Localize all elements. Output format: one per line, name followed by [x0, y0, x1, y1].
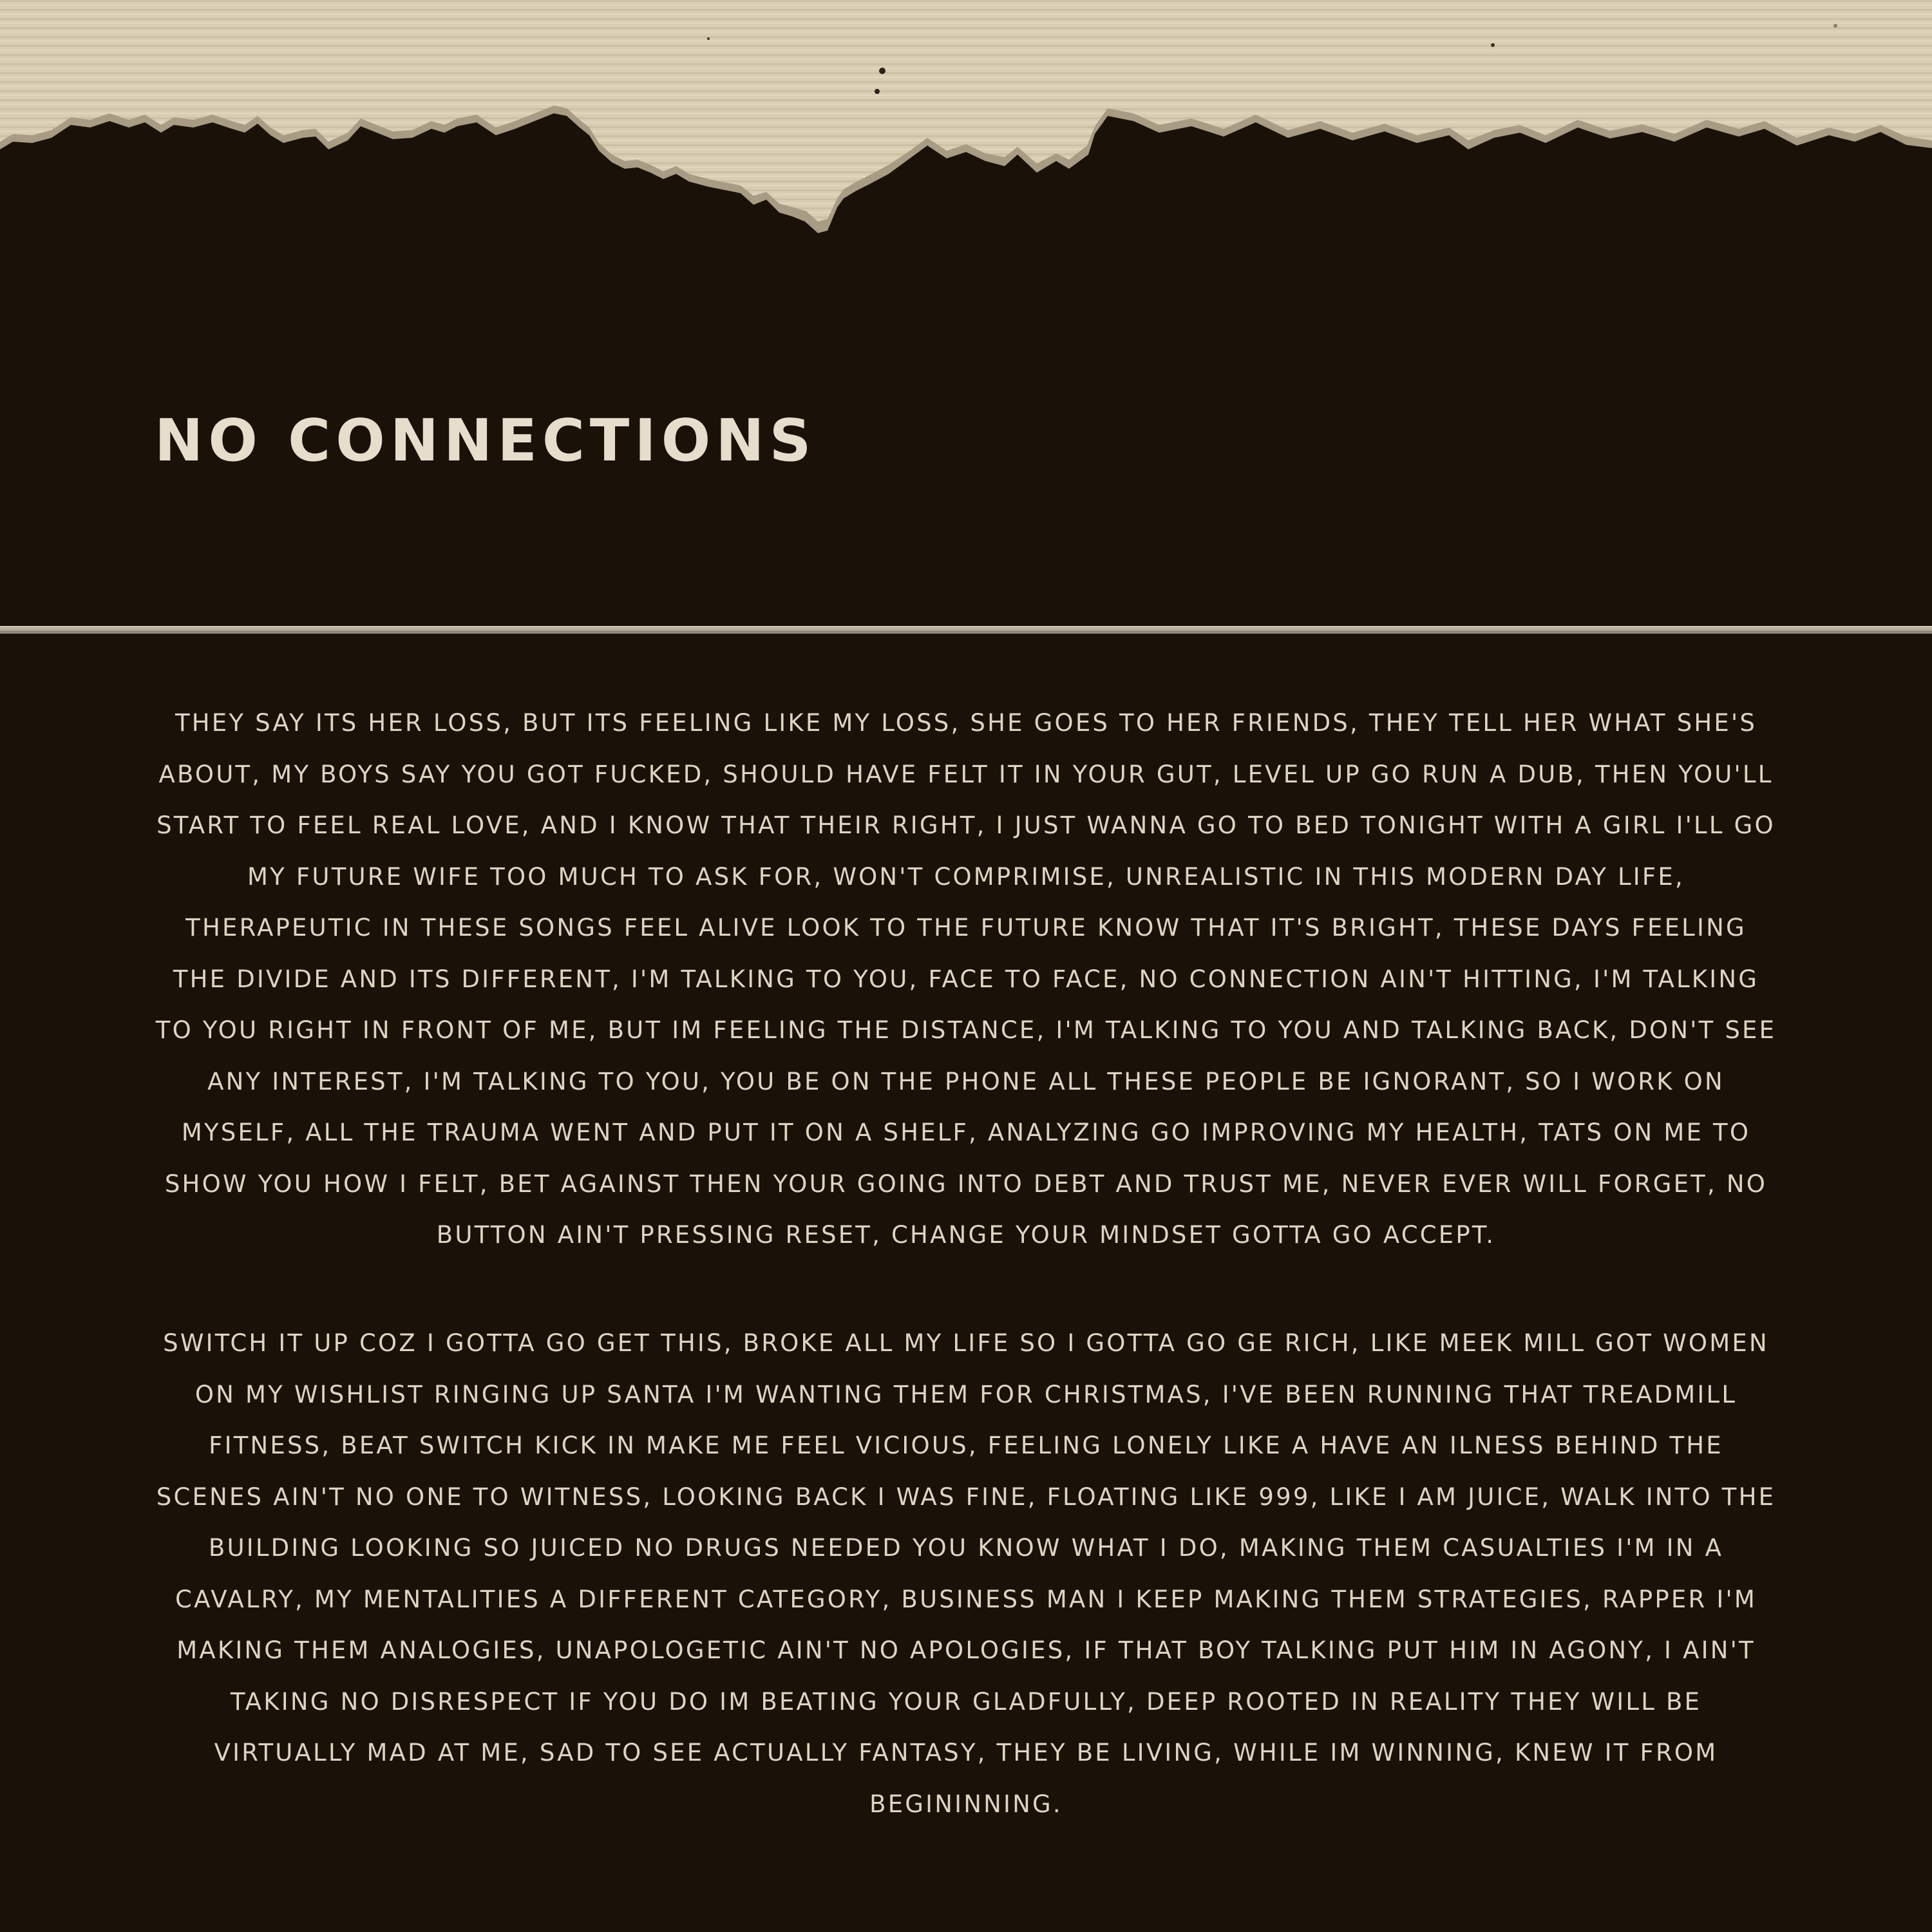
lyrics-verse-1: THEY SAY ITS HER LOSS, BUT ITS FEELING LIKE MY LOSS, SHE GOES TO HER FRIENDS, THEY TELL HER WHAT SHE'S ABOUT, MY BOYS SAY YOU GOT FUCKED, SHOULD HAVE FELT IT IN YOUR GUT, LEVEL UP GO RUN A DUB, THEN YOU'LL START TO FEEL REAL LOVE, AND I KNOW THAT THEIR RIGHT, I JUST WANNA GO TO BED TONIGHT WITH A GIRL I'LL GO MY FUTURE WIFE TOO MUCH TO ASK FOR, WON'T COMPRIMISE, UNREALISTIC IN THIS MODERN DAY LIFE, THERAPEUTIC IN THESE SONGS FEEL ALIVE LOOK TO THE FUTURE KNOW THAT IT'S BRIGHT, THESE DAYS FEELING THE DIVIDE AND ITS DIFFERENT, I'M TALKING TO YOU, FACE TO FACE, NO CONNECTION AIN'T HITTING, I'M TALKING TO YOU RIGHT IN FRONT OF ME, BUT IM FEELING THE DISTANCE, I'M TALKING TO YOU AND TALKING BACK, DON'T SEE ANY INTEREST, I'M TALKING TO YOU, YOU BE ON THE PHONE ALL THESE PEOPLE BE IGNORANT, SO I WORK ON MYSELF, ALL THE TRAUMA WENT AND PUT IT ON A SHELF, ANALYZING GO IMPROVING MY HEALTH, TATS ON ME TO SHOW YOU HOW I FELT, BET AGAINST THEN YOUR GOING INTO DEBT AND TRUST ME, NEVER EVER WILL FORGET, NO BUTTON AIN'T PRESSING RESET, CHANGE YOUR MINDSET GOTTA GO ACCEPT. — [155, 709, 1777, 1249]
lyrics-verse-2: SWITCH IT UP COZ I GOTTA GO GET THIS, BROKE ALL MY LIFE SO I GOTTA GO GE RICH, LIKE MEEK MILL GOT WOMEN ON MY WISHLIST RINGING UP SANTA I'M WANTING THEM FOR CHRISTMAS, I'VE BEEN RUNNING THAT TREADMILL FITNESS, BEAT SWITCH KICK IN MAKE ME FEEL VICIOUS, FEELING LONELY LIKE A HAVE AN ILNESS BEHIND THE SCENES AIN'T NO ONE TO WITNESS, LOOKING BACK I WAS FINE, FLOATING LIKE 999, LIKE I AM JUICE, WALK INTO THE BUILDING LOOKING SO JUICED NO DRUGS NEEDED YOU KNOW WHAT I DO, MAKING THEM CASUALTIES I'M IN A CAVALRY, MY MENTALITIES A DIFFERENT CATEGORY, BUSINESS MAN I KEEP MAKING THEM STRATEGIES, RAPPER I'M MAKING THEM ANALOGIES, UNAPOLOGETIC AIN'T NO APOLOGIES, IF THAT BOY TALKING PUT HIM IN AGONY, I AIN'T TAKING NO DISRESPECT IF YOU DO IM BEATING YOUR GLADFULLY, DEEP ROOTED IN REALITY THEY WILL BE VIRTUALLY MAD AT ME, SAD TO SEE ACTUALLY FANTASY, THEY BE LIVING, WHILE IM WINNING, KNEW IT FROM BEGININNING. — [156, 1329, 1776, 1818]
paper-divider-strip — [0, 626, 1932, 634]
page-title: NO CONNECTIONS — [155, 407, 817, 475]
torn-paper-header — [0, 0, 1932, 245]
